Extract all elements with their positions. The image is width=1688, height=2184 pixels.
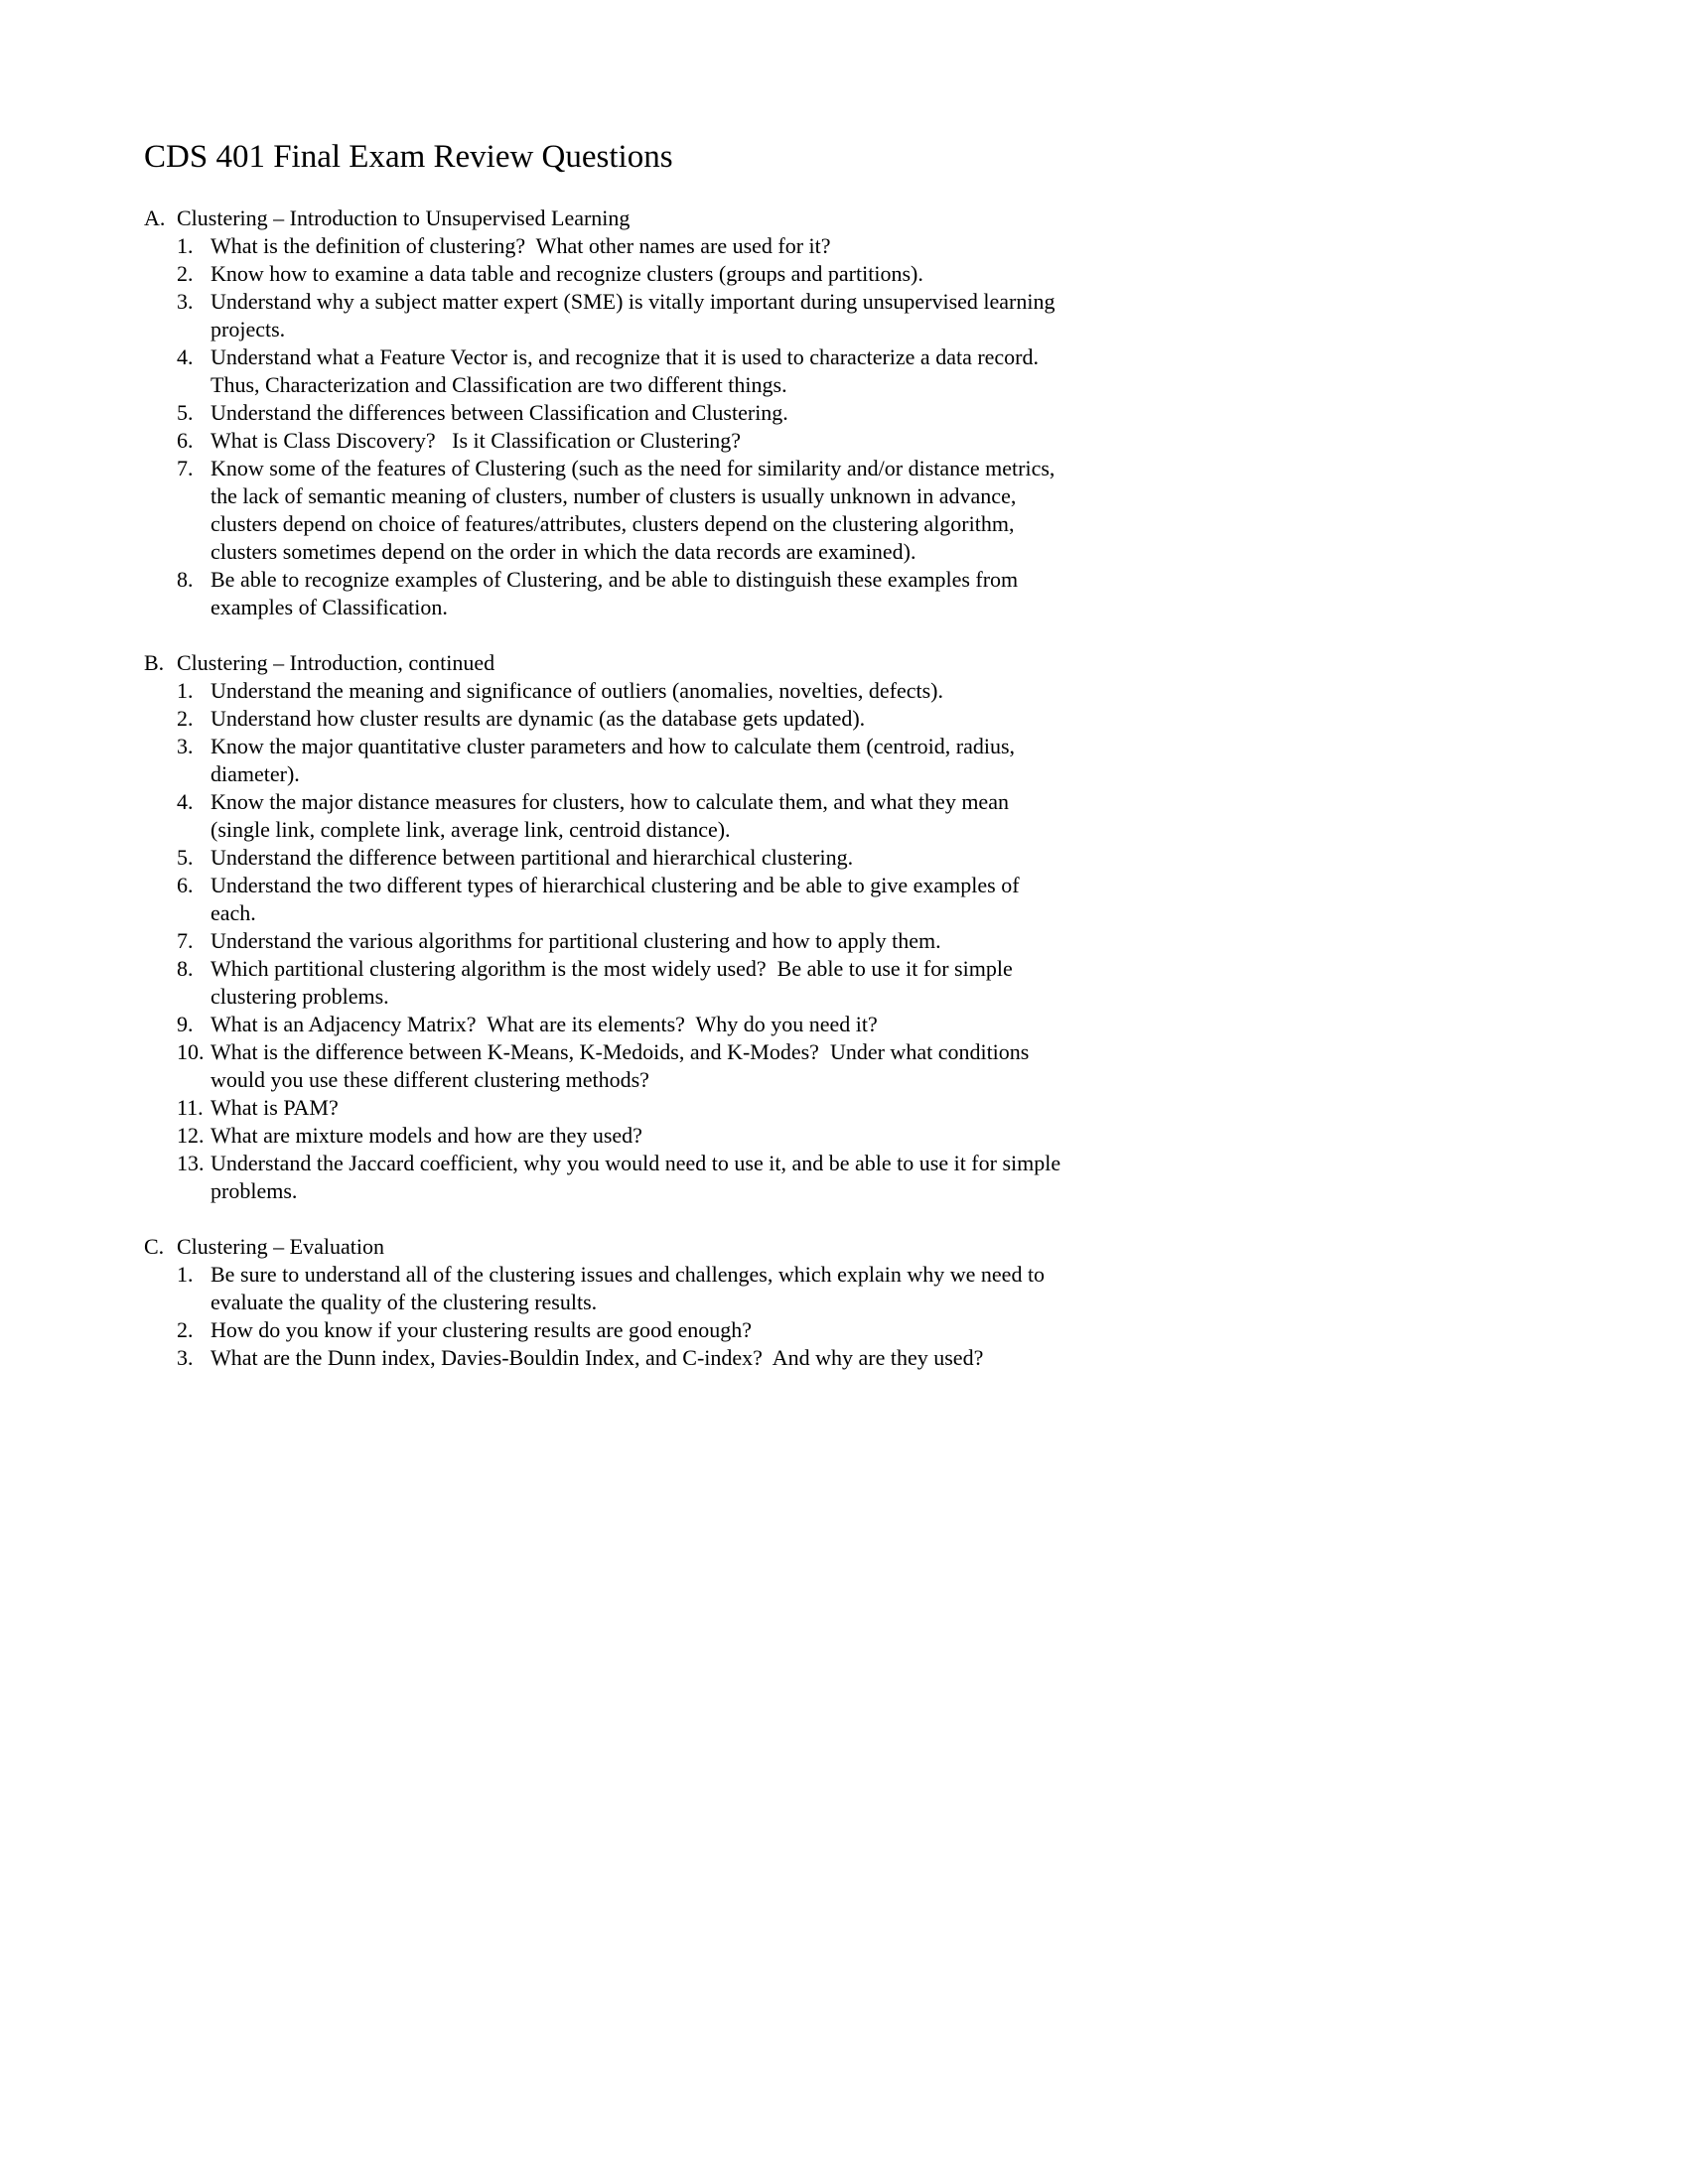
question-number: 1.	[177, 1262, 194, 1287]
question-item	[177, 677, 1067, 705]
question-item	[177, 705, 1067, 733]
section-heading: Clustering – Introduction to Unsupervised Learning	[177, 205, 631, 230]
question-text: What is the difference between K-Means, K-Medoids, and K-Modes? Under what conditions would you use these different clustering methods?	[211, 1039, 1035, 1092]
section-a	[144, 205, 1067, 621]
question-number: 3.	[177, 289, 194, 314]
section-heading-row	[144, 649, 1067, 677]
question-item	[177, 1316, 1067, 1344]
question-text: What is PAM?	[211, 1095, 339, 1120]
question-text: What are mixture models and how are they used?	[211, 1123, 642, 1148]
question-item	[177, 1261, 1067, 1316]
question-text: Understand the differences between Classification and Clustering.	[211, 400, 788, 425]
question-number: 5.	[177, 845, 194, 870]
question-text: Know how to examine a data table and recognize clusters (groups and partitions).	[211, 261, 923, 286]
section-b	[144, 649, 1067, 1205]
section-c	[144, 1233, 1067, 1372]
question-number: 8.	[177, 956, 194, 981]
section-letter: A.	[144, 205, 166, 230]
question-text: Be sure to understand all of the clustering issues and challenges, which explain why we need to evaluate the quality of the clustering results.	[211, 1262, 1051, 1314]
question-text: Understand how cluster results are dynamic (as the database gets updated).	[211, 706, 866, 731]
question-number: 6.	[177, 428, 194, 453]
question-number: 5.	[177, 400, 194, 425]
question-item	[177, 260, 1067, 288]
question-text: Which partitional clustering algorithm is the most widely used? Be able to use it for simple clustering problems.	[211, 956, 1019, 1009]
question-number: 7.	[177, 456, 194, 480]
question-number: 8.	[177, 567, 194, 592]
question-text: What is Class Discovery? Is it Classification or Clustering?	[211, 428, 742, 453]
question-text: Be able to recognize examples of Clustering, and be able to distinguish these examples from examples of Classification.	[211, 567, 1024, 619]
question-number: 1.	[177, 678, 194, 703]
question-number: 4.	[177, 344, 194, 369]
question-text: Understand why a subject matter expert (SME) is vitally important during unsupervised learning projects.	[211, 289, 1060, 341]
question-item	[177, 1122, 1067, 1150]
page-title: CDS 401 Final Exam Review Questions	[144, 139, 673, 175]
question-number: 10.	[177, 1039, 205, 1064]
question-number: 1.	[177, 233, 194, 258]
question-item	[177, 1344, 1067, 1372]
question-item	[177, 844, 1067, 872]
section-letter: C.	[144, 1234, 165, 1259]
question-text: How do you know if your clustering results are good enough?	[211, 1317, 753, 1342]
question-text: Understand the difference between partitional and hierarchical clustering.	[211, 845, 854, 870]
sections-container	[144, 205, 1067, 1372]
question-number: 2.	[177, 261, 194, 286]
question-number: 2.	[177, 706, 194, 731]
question-list	[177, 232, 1067, 621]
question-item	[177, 399, 1067, 427]
question-text: Understand the various algorithms for partitional clustering and how to apply them.	[211, 928, 941, 953]
question-text: Understand what a Feature Vector is, and recognize that it is used to characterize a data record. Thus, Characterization and Classification are two different things.	[211, 344, 1050, 397]
question-item	[177, 566, 1067, 621]
question-text: What are the Dunn index, Davies-Bouldin Index, and C-index? And why are they used?	[211, 1345, 984, 1370]
document-content	[144, 137, 1067, 1372]
question-item	[177, 733, 1067, 788]
question-text: Know the major quantitative cluster parameters and how to calculate them (centroid, radius, diameter).	[211, 734, 1021, 786]
question-item	[177, 1038, 1067, 1094]
question-list	[177, 677, 1067, 1205]
question-text: Know some of the features of Clustering (such as the need for similarity and/or distance metrics, the lack of semantic meaning of clusters, number of clusters is usually unknown in advance, clusters depend on choice of features/attributes, clusters depend on the clustering algorithm, clusters sometimes depend on the order in which the data records are examined).	[211, 456, 1060, 564]
section-heading: Clustering – Introduction, continued	[177, 650, 495, 675]
question-number: 11.	[177, 1095, 204, 1120]
question-item	[177, 927, 1067, 955]
question-text: Understand the two different types of hierarchical clustering and be able to give examples of each.	[211, 873, 1026, 925]
question-item	[177, 1094, 1067, 1122]
question-item	[177, 455, 1067, 566]
question-text: What is an Adjacency Matrix? What are its elements? Why do you need it?	[211, 1012, 878, 1036]
question-text: What is the definition of clustering? What other names are used for it?	[211, 233, 831, 258]
section-heading-row	[144, 1233, 1067, 1261]
question-number: 3.	[177, 1345, 194, 1370]
question-number: 13.	[177, 1151, 205, 1175]
question-number: 3.	[177, 734, 194, 758]
question-list	[177, 1261, 1067, 1372]
question-item	[177, 1150, 1067, 1205]
question-item	[177, 872, 1067, 927]
question-number: 6.	[177, 873, 194, 897]
question-item	[177, 1011, 1067, 1038]
question-text: Know the major distance measures for clusters, how to calculate them, and what they mean (single link, complete link, average link, centroid distance).	[211, 789, 1015, 842]
question-item	[177, 788, 1067, 844]
question-item	[177, 232, 1067, 260]
question-number: 9.	[177, 1012, 194, 1036]
question-item	[177, 343, 1067, 399]
question-item	[177, 288, 1067, 343]
question-number: 2.	[177, 1317, 194, 1342]
question-text: Understand the meaning and significance of outliers (anomalies, novelties, defects).	[211, 678, 943, 703]
question-text: Understand the Jaccard coefficient, why you would need to use it, and be able to use it for simple problems.	[211, 1151, 1066, 1203]
question-item	[177, 427, 1067, 455]
section-heading-row	[144, 205, 1067, 232]
question-number: 7.	[177, 928, 194, 953]
question-number: 12.	[177, 1123, 205, 1148]
question-item	[177, 955, 1067, 1011]
question-number: 4.	[177, 789, 194, 814]
section-letter: B.	[144, 650, 165, 675]
section-heading: Clustering – Evaluation	[177, 1234, 384, 1259]
